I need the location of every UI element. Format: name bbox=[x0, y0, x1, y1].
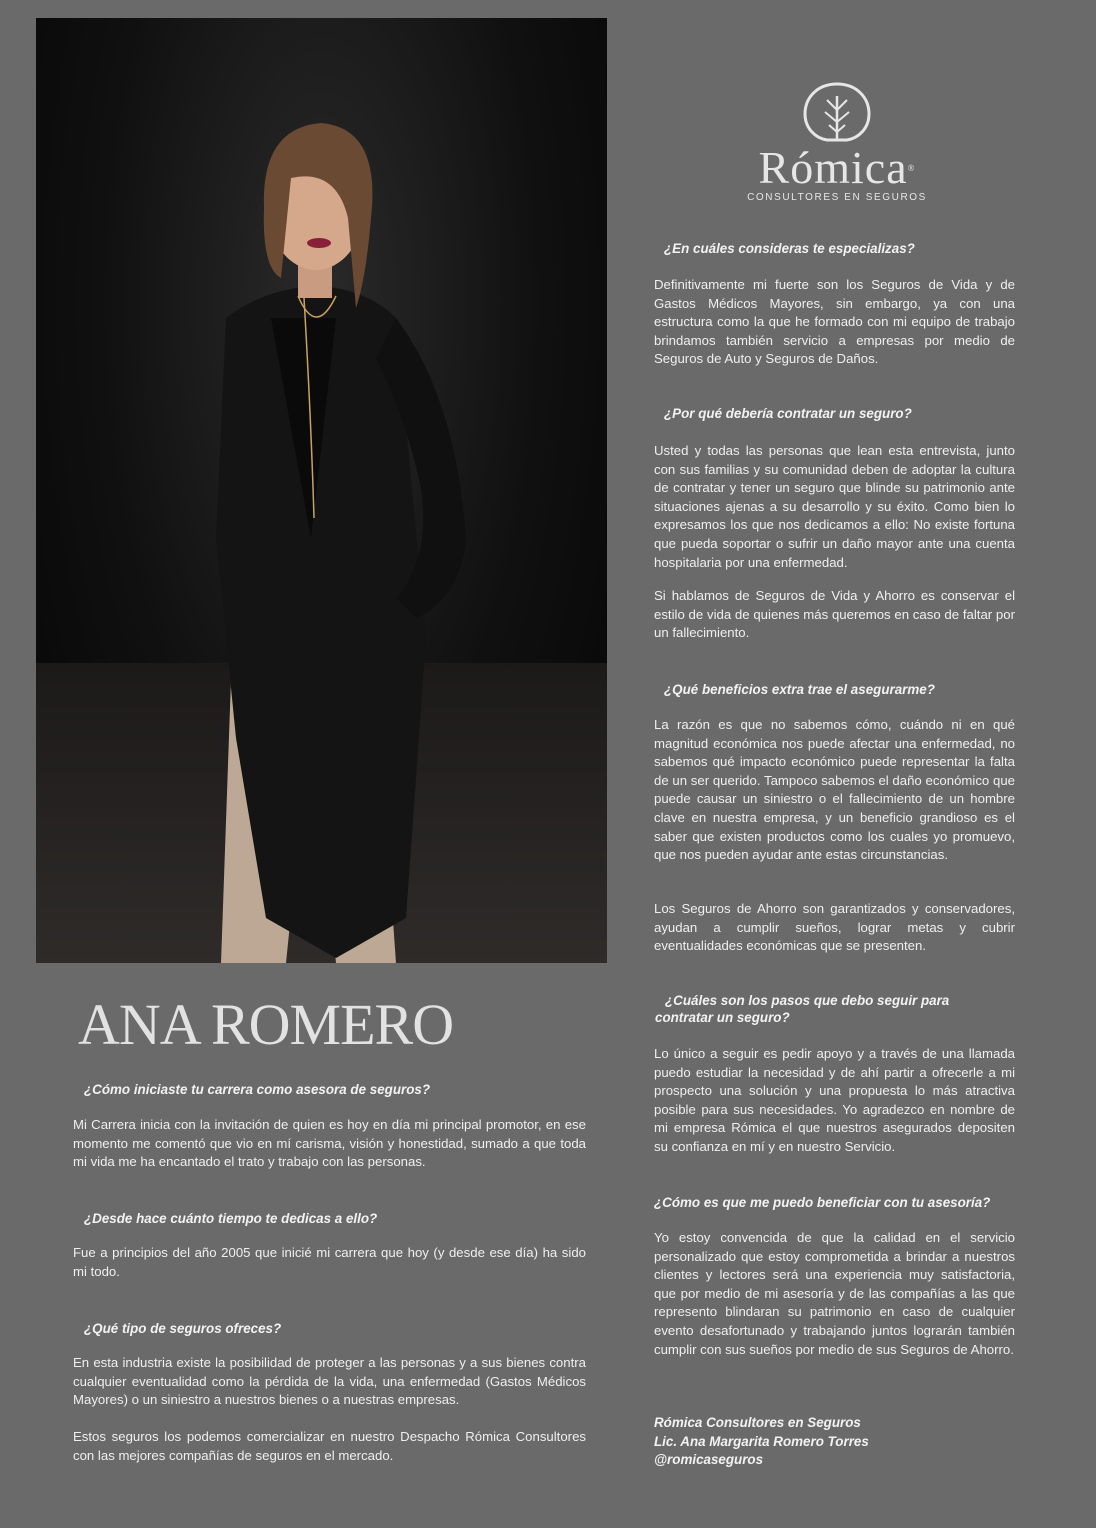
portrait-photo bbox=[36, 18, 607, 963]
romica-logo bbox=[742, 78, 932, 213]
right-answer-1: Definitivamente mi fuerte son los Seguros de Vida y de Gastos Médicos Mayores, sin embargo, ya con una estructura como la que he formado con mi equipo de trabajo brindamos también servicio a empresas por medio de Seguros de Auto y Seguros de Daños. bbox=[654, 277, 1015, 367]
right-answer-5: Yo estoy convencida de que la calidad en el servicio personalizado que estoy comprometida a brindar a nuestros clientes y lectores será una experiencia muy satisfactoria, que por medio de mi asesoría y de las compañías a las que represento blindaran su patrimonio en caso de cualquier evento desafortunado y trabajando juntos lograrán también cumplir con sus sueños por medio de sus Seguros de Ahorro. bbox=[654, 1230, 1015, 1357]
tree-icon bbox=[797, 78, 877, 148]
right-answer-3: La razón es que no sabemos cómo, cuándo ni en qué magnitud económica nos puede afectar una enfermedad, no sabemos qué impacto económico puede representar la falta de un ser querido. Tampoco sabemos el daño económico que puede causar un siniestro o el fallecimiento de un hombre clave en nuestra empresa, y un beneficio grandioso es el saber que existen productos como los cuales yo promuevo, que nos pueden ayudar ante estas circunstancias. bbox=[654, 717, 1015, 863]
left-answer-3b: Estos seguros los podemos comercializar en nuestro Despacho Rómica Consultores con las mejores compañías de seguros en el mercado. bbox=[73, 1429, 586, 1463]
right-question-4: ¿Cuáles son los pasos que debo seguir para contratar un seguro? bbox=[655, 993, 950, 1025]
left-answer-3: En esta industria existe la posibilidad de proteger a las personas y a sus bienes contra cualquier eventualidad como la pérdida de la vida, una enfermedad (Gastos Médicos Mayores) o un siniestro a nuestros bienes o a nuestras empresas. bbox=[73, 1355, 586, 1408]
signature bbox=[654, 1414, 869, 1470]
logo-name: Rómica® bbox=[758, 142, 916, 193]
right-question-1: ¿En cuáles consideras te especializas? bbox=[664, 241, 915, 256]
right-answer-2b: Si hablamos de Seguros de Vida y Ahorro es conservar el estilo de vida de quienes más queremos en caso de faltar por un fallecimiento. bbox=[654, 588, 1015, 641]
interview-title: ANA ROMERO bbox=[78, 992, 454, 1057]
signature-company: Rómica Consultores en Seguros bbox=[654, 1415, 861, 1430]
left-question-1: ¿Cómo iniciaste tu carrera como asesora de seguros? bbox=[84, 1082, 431, 1097]
left-answer-1: Mi Carrera inicia con la invitación de quien es hoy en día mi principal promotor, en ese momento me comentó que vio en mí carisma, visión y honestidad, sumado a que toda mi vida me ha encantado el trato y trabajo con las personas. bbox=[73, 1117, 586, 1170]
logo-reg: ® bbox=[907, 163, 916, 173]
right-question-5: ¿Cómo es que me puedo beneficiar con tu asesoría? bbox=[654, 1195, 991, 1210]
portrait-figure bbox=[36, 18, 607, 963]
left-answer-2: Fue a principios del año 2005 que inicié mi carrera que hoy (y desde ese día) ha sido mi todo. bbox=[73, 1245, 586, 1279]
left-question-3: ¿Qué tipo de seguros ofreces? bbox=[84, 1321, 282, 1336]
signature-person: Lic. Ana Margarita Romero Torres bbox=[654, 1433, 869, 1449]
logo-subtitle: CONSULTORES EN SEGUROS bbox=[747, 192, 927, 203]
left-question-2: ¿Desde hace cuánto tiempo te dedicas a ello? bbox=[84, 1211, 378, 1226]
right-question-2: ¿Por qué debería contratar un seguro? bbox=[664, 406, 912, 421]
right-answer-3b: Los Seguros de Ahorro son garantizados y conservadores, ayudan a cumplir sueños, lograr metas y cubrir eventualidades económicas que se presenten. bbox=[654, 901, 1015, 954]
signature-handle: @romicaseguros bbox=[654, 1452, 764, 1468]
right-answer-4: Lo único a seguir es pedir apoyo y a través de una llamada puedo estudiar la necesidad y de ahí partir a ofrecerle a mi prospecto una solución y una propuesta lo más atractiva posible para sus necesidades. Yo agradezco en nombre de mi empresa Rómica el que nuestros asegurados depositen su confianza en mí y en nuestro Servicio. bbox=[654, 1046, 1015, 1154]
right-question-3: ¿Qué beneficios extra trae el asegurarme? bbox=[664, 682, 935, 697]
right-answer-2: Usted y todas las personas que lean esta entrevista, junto con sus familias y su comunidad deben de adoptar la cultura de contratar y tener un seguro que blinde su patrimonio ante situaciones ajenas a su desarrollo y su éxito. Como bien lo expresamos los que nos dedicamos a ello: No existe fortuna que pueda soportar o sufrir un daño mayor ante una cuenta hospitalaria por una enfermedad. bbox=[654, 443, 1015, 570]
